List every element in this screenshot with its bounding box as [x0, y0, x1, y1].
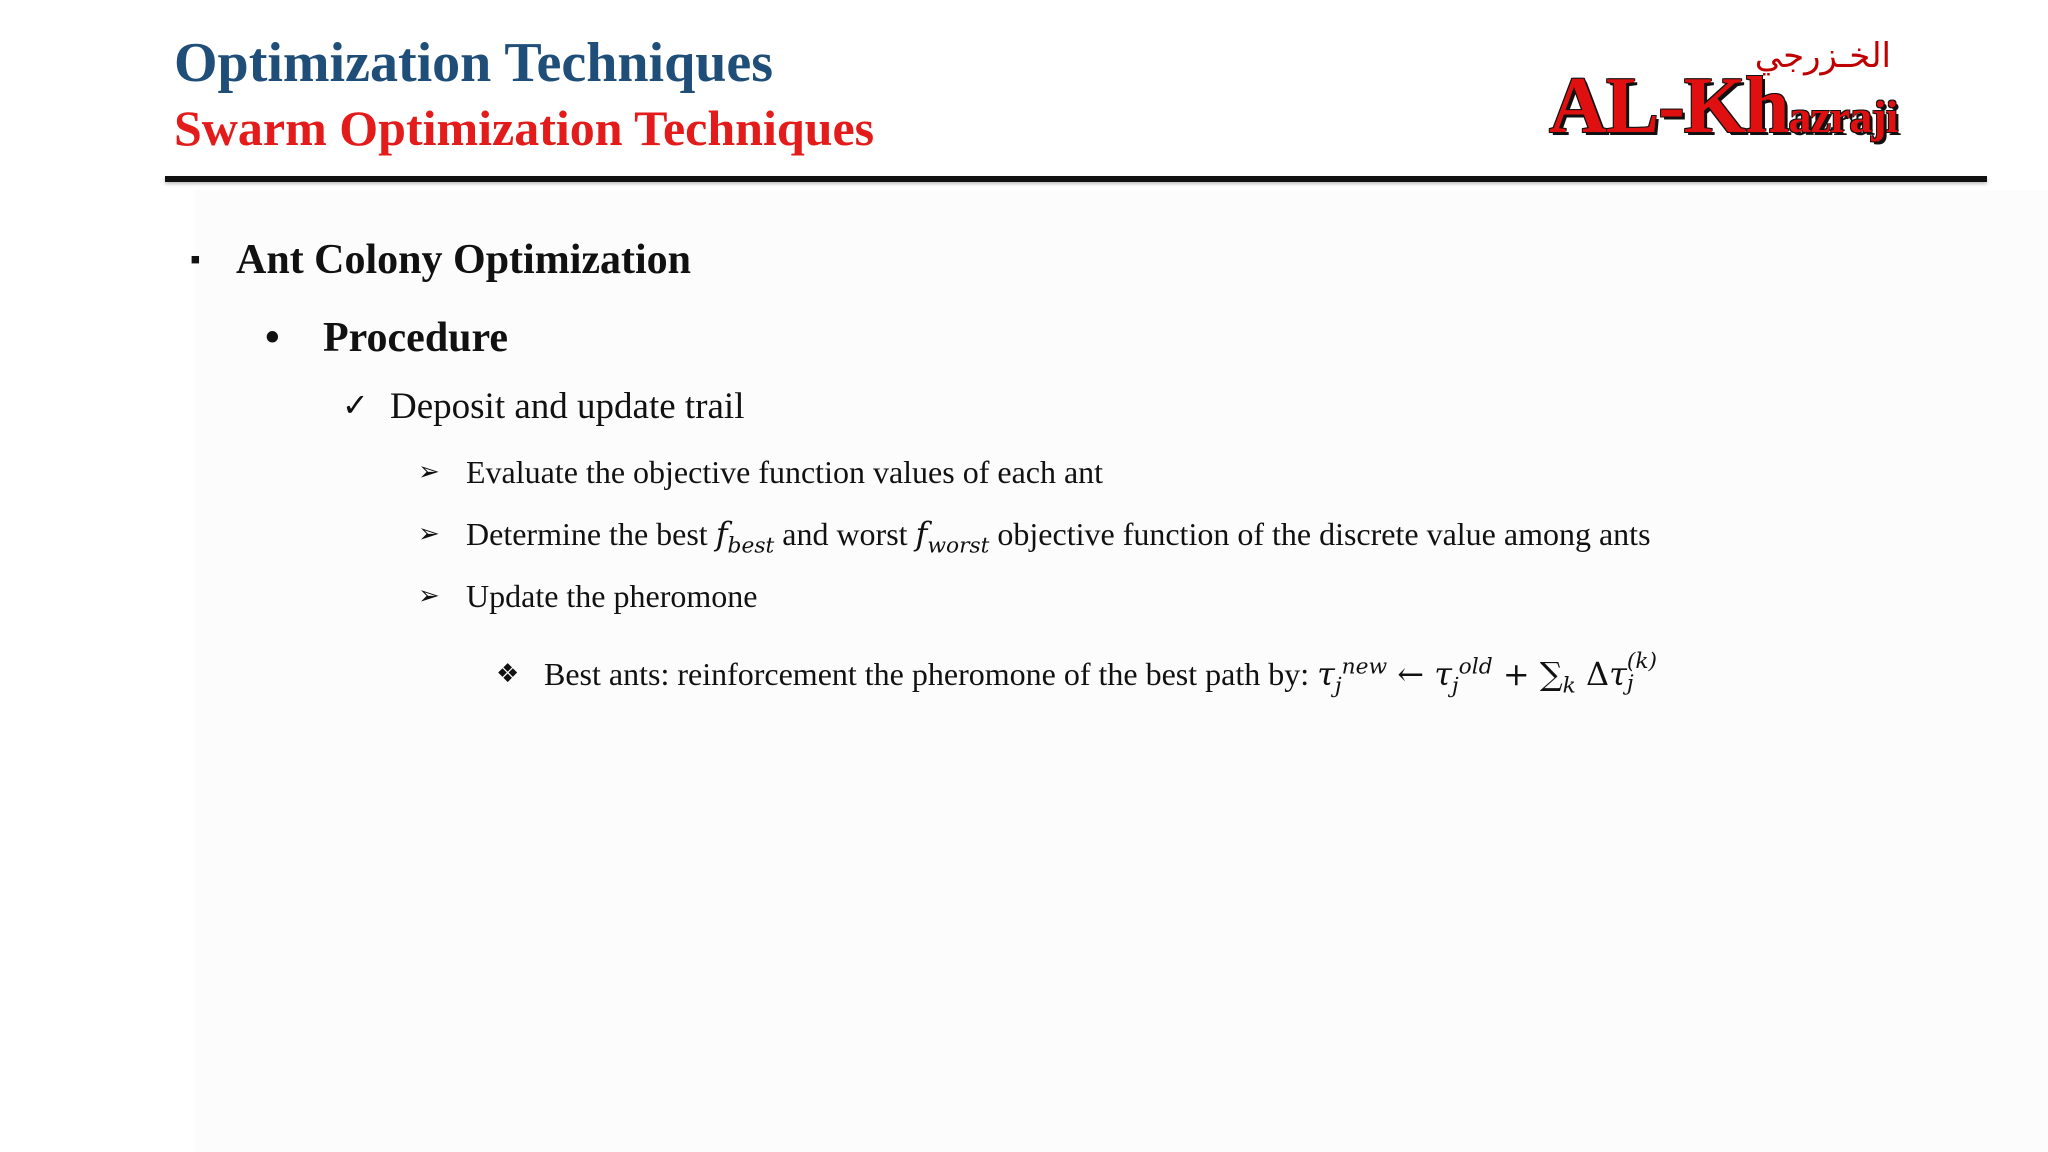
square-bullet-icon: ▪ — [190, 243, 201, 276]
page-title: Optimization Techniques — [174, 32, 774, 94]
substep-evaluate: Evaluate the objective function values of each ant — [466, 454, 1104, 490]
math-tau: τ — [1434, 655, 1452, 693]
math-sup-old: old — [1458, 654, 1493, 680]
arrow-bullet-icon: ➢ — [418, 519, 440, 549]
best-ants-rule — [544, 648, 1657, 699]
heading-procedure: Procedure — [323, 315, 509, 361]
author-logo — [1545, 36, 1898, 150]
math-sub-best: best — [727, 533, 775, 559]
text-segment: Best ants: reinforcement the pheromone of the best path by: — [544, 656, 1318, 692]
dot-bullet-icon: • — [265, 315, 280, 361]
math-plus-sum: + ∑ — [1492, 655, 1563, 693]
logo-text-small: azraji — [1788, 91, 1898, 142]
math-f: f — [915, 515, 928, 553]
math-delta: Δ — [1575, 655, 1610, 693]
math-sub-worst: worst — [927, 533, 990, 559]
arrow-bullet-icon: ➢ — [418, 457, 440, 487]
heading-ant-colony: Ant Colony Optimization — [236, 237, 692, 283]
text-segment: Determine the best — [466, 516, 716, 552]
step-deposit-update: Deposit and update trail — [390, 386, 745, 427]
text-segment: and worst — [774, 516, 916, 552]
substep-update-pheromone: Update the pheromone — [466, 578, 758, 614]
math-sub-j: j — [1451, 673, 1459, 699]
arrow-bullet-icon: ➢ — [418, 581, 440, 611]
pheromone-update-formula — [1317, 648, 1657, 699]
math-sub-k: k — [1562, 673, 1576, 699]
text-segment: objective function of the discrete value among ants — [989, 516, 1651, 552]
logo-text-big: AL-Kh — [1549, 62, 1789, 150]
diamond-bullet-icon: ❖ — [496, 659, 520, 689]
logo-latin-text — [1549, 56, 1897, 178]
math-sup-k: (k) — [1626, 648, 1657, 674]
math-supsub — [1626, 648, 1657, 696]
math-f-worst — [915, 515, 990, 559]
math-arrow: ← — [1387, 655, 1435, 693]
math-sub-j: j — [1626, 670, 1634, 696]
math-tau: τ — [1609, 655, 1627, 693]
substep-determine — [466, 512, 1651, 559]
page-subtitle: Swarm Optimization Techniques — [174, 100, 875, 156]
math-f-best — [715, 515, 775, 559]
math-tau: τ — [1317, 655, 1335, 693]
checkmark-icon: ✓ — [342, 386, 369, 424]
math-sup-new: new — [1341, 654, 1388, 680]
math-f: f — [715, 515, 728, 553]
math-sub-j: j — [1334, 673, 1342, 699]
logo-arabic-text: الخـزرجي — [1754, 36, 1891, 76]
